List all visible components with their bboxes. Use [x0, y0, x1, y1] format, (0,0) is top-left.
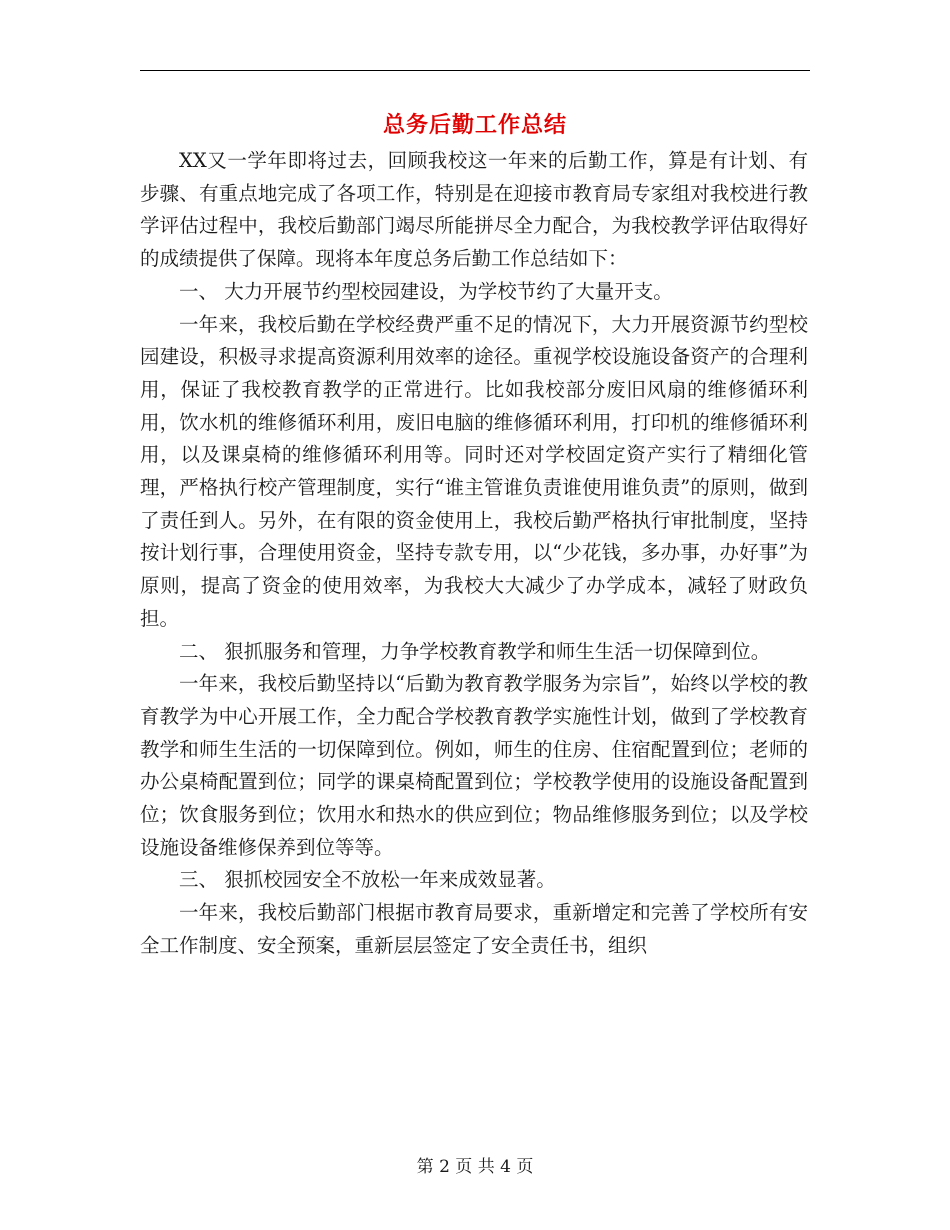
section-heading-2: 二、 狠抓服务和管理，力争学校教育教学和师生生活一切保障到位。 [179, 639, 771, 663]
section-heading-1: 一、 大力开展节约型校园建设，为学校节约了大量开支。 [179, 279, 673, 303]
document-title: 总务后勤工作总结 [382, 113, 567, 138]
paragraph-intro: XX又一学年即将过去，回顾我校这一年来的后勤工作，算是有计划、有步骤、有重点地完成了各项工作，特别是在迎接市教育局专家组对我校进行教学评估过程中，我校后勤部门竭尽所能拼尽全力配合，为我校教学评估取得好的成绩提供了保障。现将本年度总务后勤工作总结如下： [140, 149, 808, 271]
document-body [140, 145, 808, 963]
paragraph-section-3: 一年来，我校后勤部门根据市教育局要求，重新增定和完善了学校所有安全工作制度、安全预案，重新层层签定了安全责任书，组织 [140, 901, 808, 957]
paragraph-section-2: 一年来，我校后勤坚持以“后勤为教育教学服务为宗旨”，始终以学校的教育教学为中心开展工作，全力配合学校教育教学实施性计划，做到了学校教育教学和师生生活的一切保障到位。例如，师生的住房、住宿配置到位；老师的办公桌椅配置到位；同学的课桌椅配置到位；学校教学使用的设施设备配置到位；饮食服务到位；饮用水和热水的供应到位；物品维修服务到位；以及学校设施设备维修保养到位等等。 [140, 672, 808, 859]
page-number-footer: 第 2 页 共 4 页 [416, 1157, 534, 1177]
header-rule [140, 70, 810, 71]
paragraph-section-1: 一年来，我校后勤在学校经费严重不足的情况下，大力开展资源节约型校园建设，积极寻求提高资源利用效率的途径。重视学校设施设备资产的合理利用，保证了我校教育教学的正常进行。比如我校部分废旧风扇的维修循环利用，饮水机的维修循环利用，废旧电脑的维修循环利用，打印机的维修循环利用，以及课桌椅的维修循环利用等。同时还对学校固定资产实行了精细化管理，严格执行校产管理制度，实行“谁主管谁负责谁使用谁负责”的原则，做到了责任到人。另外，在有限的资金使用上，我校后勤严格执行审批制度，坚持按计划行事，合理使用资金，坚持专款专用，以“少花钱，多办事，办好事”为原则，提高了资金的使用效率，为我校大大减少了办学成本，减轻了财政负担。 [140, 312, 808, 630]
section-heading-3: 三、 狠抓校园安全不放松一年来成效显著。 [179, 868, 556, 892]
